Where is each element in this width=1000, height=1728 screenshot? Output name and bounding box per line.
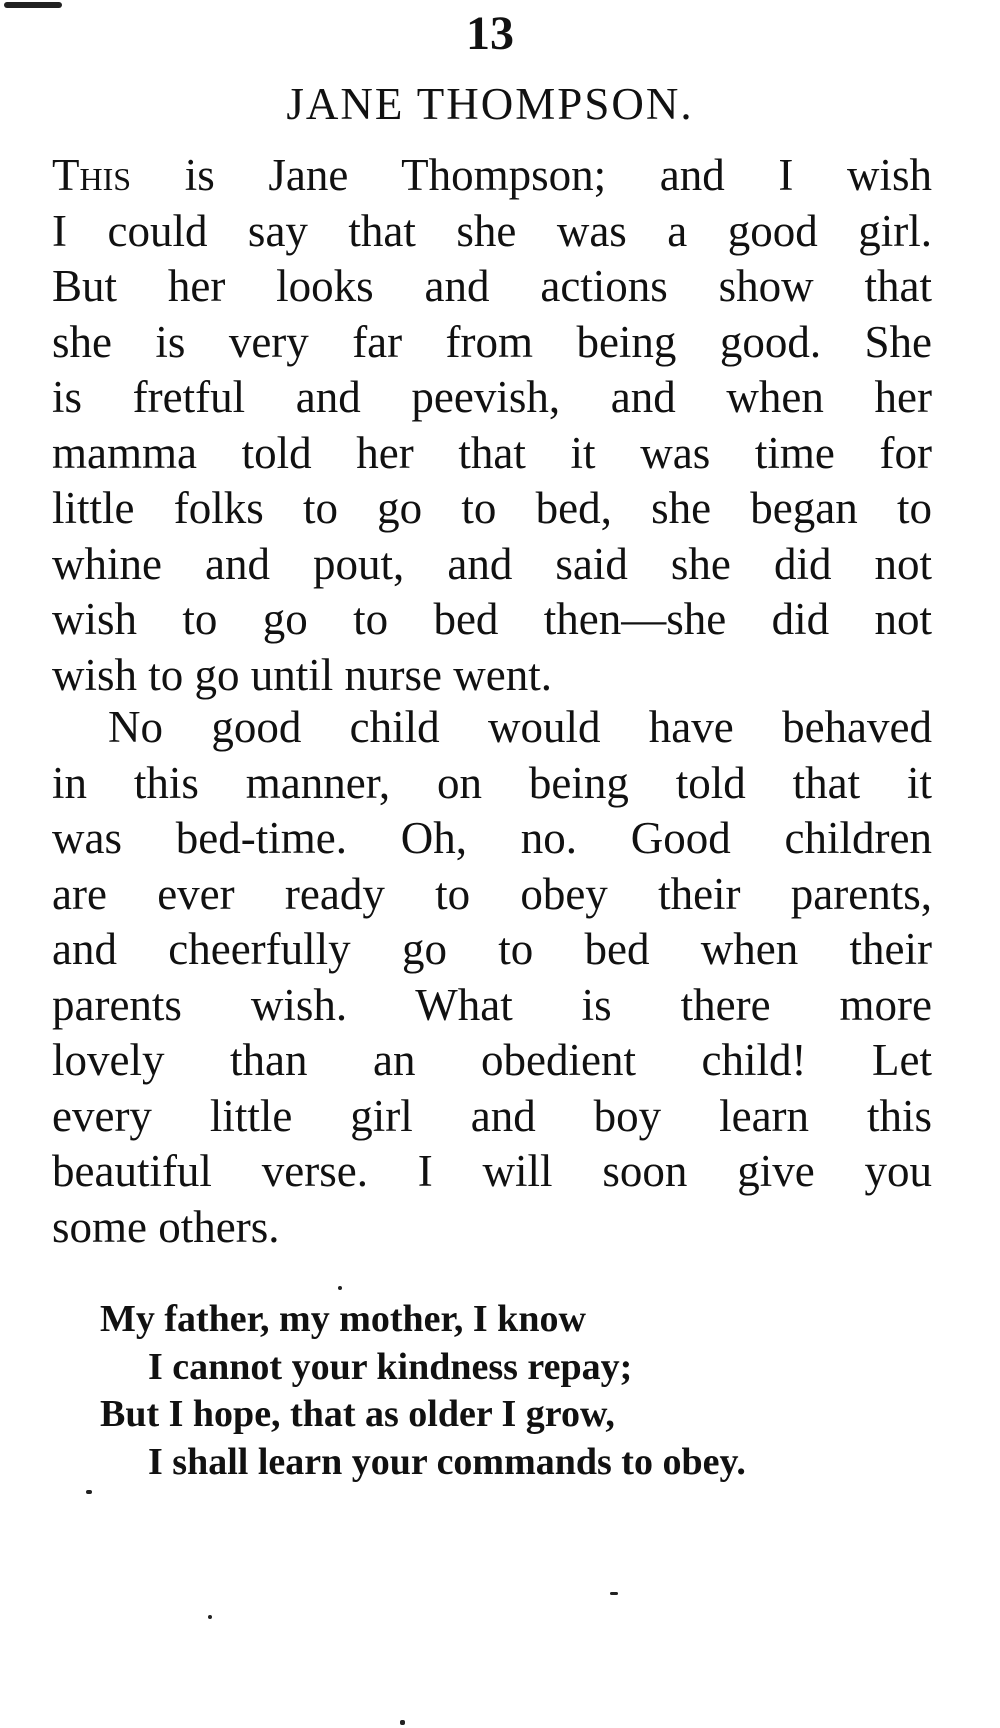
paragraph-2-line-2: in this manner, on being told that it bbox=[52, 757, 932, 808]
paragraph-2 bbox=[52, 700, 932, 1255]
paragraph-2-line-3: was bed-time. Oh, no. Good children bbox=[52, 813, 932, 863]
print-speck bbox=[4, 2, 62, 8]
print-speck bbox=[400, 1720, 405, 1725]
paragraph-1-line-1 bbox=[52, 148, 932, 204]
paragraph-1-line-8: whine and pout, and said she did not bbox=[52, 538, 932, 589]
paragraph-1-line-2: I could say that she was a good girl. bbox=[52, 205, 932, 256]
paragraph-1-line-3: But her looks and actions show that bbox=[52, 261, 932, 311]
paragraph-1-line-9: wish to go to bed then—she did not bbox=[52, 594, 932, 644]
verse-line-3: But I hope, that as older I grow, bbox=[100, 1393, 615, 1435]
lead-caps: This bbox=[52, 150, 132, 200]
verse bbox=[100, 1296, 746, 1486]
paragraph-2-line-6: parents wish. What is there more bbox=[52, 979, 932, 1030]
paragraph-2-line-9: beautiful verse. I will soon give you bbox=[52, 1146, 932, 1196]
print-speck bbox=[208, 1615, 212, 1619]
paragraph-1-line-5: is fretful and peevish, and when her bbox=[52, 372, 932, 422]
paragraph-1-line-1-text: is Jane Thompson; and I wish bbox=[131, 150, 932, 200]
verse-line-4: I shall learn your commands to obey. bbox=[148, 1440, 746, 1483]
print-speck bbox=[610, 1592, 618, 1595]
paragraph-1-line-6: mamma told her that it was time for bbox=[52, 427, 932, 478]
paragraph-2-line-1: No good child would have behaved bbox=[108, 702, 932, 752]
paragraph-2-line-7: lovely than an obedient child! Let bbox=[52, 1035, 932, 1085]
verse-line-2: I cannot your kindness repay; bbox=[148, 1345, 633, 1388]
verse-line-1: My father, my mother, I know bbox=[100, 1298, 586, 1340]
paragraph-2-line-10: some others. bbox=[52, 1201, 280, 1252]
chapter-title: JANE THOMPSON. bbox=[286, 79, 694, 129]
paragraph-2-line-4: are ever ready to obey their parents, bbox=[52, 868, 932, 919]
print-speck bbox=[86, 1490, 92, 1494]
paragraph-1 bbox=[52, 148, 932, 703]
print-speck bbox=[338, 1286, 342, 1290]
paragraph-2-line-5: and cheerfully go to bed when their bbox=[52, 924, 932, 974]
paragraph-1-line-4: she is very far from being good. She bbox=[52, 316, 932, 367]
paragraph-1-line-10: wish to go until nurse went. bbox=[52, 649, 552, 700]
paragraph-1-line-7: little folks to go to bed, she began to bbox=[52, 483, 932, 533]
page-number: 13 bbox=[466, 7, 514, 60]
paragraph-2-line-8: every little girl and boy learn this bbox=[52, 1090, 932, 1141]
